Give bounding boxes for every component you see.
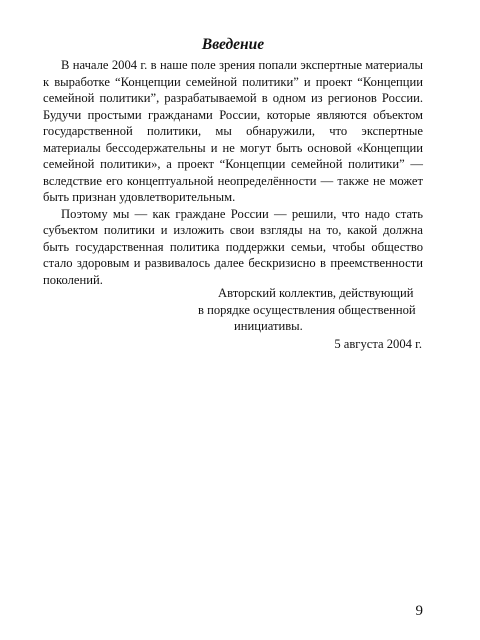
signature-line-1: Авторский коллектив, действующий [218,286,414,300]
body-text [43,57,423,288]
signature-line-3: инициативы. [234,319,303,333]
paragraph-2: Поэтому мы — как граждане России — решили, что надо стать субъектом политики и изложить свои взгляды на то, какой должна быть государственная политика поддержки семьи, чтобы общество стало здоровым и развивалось далее бескризисно в преемственности поколений. [43,206,423,287]
page-number: 9 [415,603,423,619]
page-title: Введение [201,36,265,53]
signature-line-2: в порядке осуществления общественной [198,302,416,317]
paragraph-1: В начале 2004 г. в наше поле зрения попали экспертные материалы к выработке “Концепции семейной политики” и проект “Концепции семейной политики”, разрабатываемой в одном из регионов России. Будучи простыми гражданами России, которые являются объектом государственной политики, мы обнаружили, что экспертные материалы бессодержательны и не могут быть основой «Концепции семейной политики», а проект “Концепции семейной политики” — вследствие его концептуальной неопределённости — также не может быть признан удовлетворительным. [43,58,423,204]
date-line: 5 августа 2004 г. [334,337,422,351]
signature-block [198,285,424,335]
